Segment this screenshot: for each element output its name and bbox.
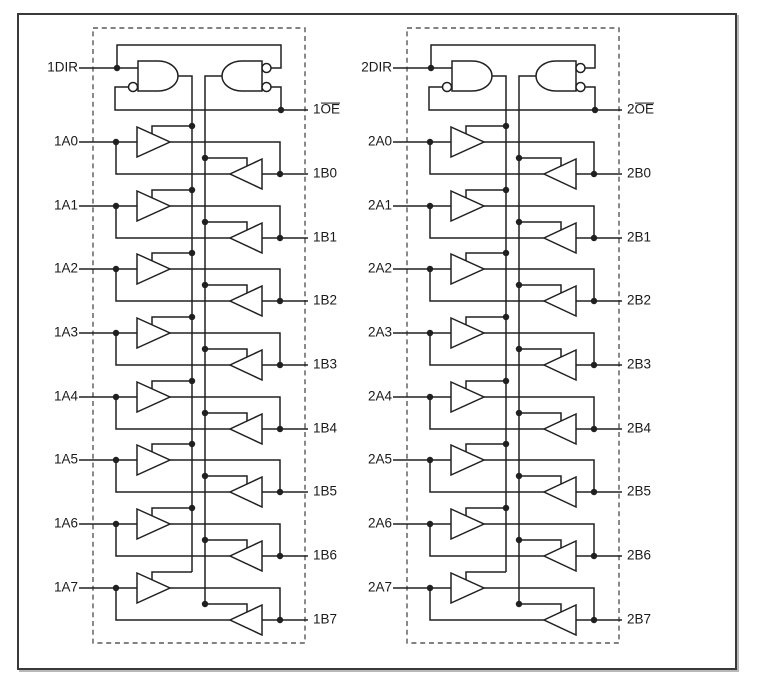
tri-state-buffer-left-icon xyxy=(544,477,576,507)
and-gate-body xyxy=(536,61,576,91)
tri-state-buffer-left-icon xyxy=(544,223,576,253)
junction-dot xyxy=(189,123,195,129)
pin-label-2b7: 2B7 xyxy=(627,611,652,627)
pin-label-1b3: 1B3 xyxy=(313,356,338,372)
oe-prefix: 2 xyxy=(627,101,635,117)
junction-dot xyxy=(427,521,433,527)
tri-state-buffer-left-icon xyxy=(230,477,262,507)
tri-state-buffer-left-icon xyxy=(544,159,576,189)
dir-enable-gate-icon xyxy=(129,61,179,92)
junction-dot xyxy=(503,314,509,320)
junction-dot xyxy=(113,585,119,591)
tri-state-buffer-left-icon xyxy=(544,414,576,444)
junction-dot xyxy=(277,617,283,623)
pin-label-2b0: 2B0 xyxy=(627,165,652,181)
junction-dot xyxy=(516,219,522,225)
tri-state-buffer-right-icon xyxy=(451,573,484,603)
tri-state-buffer-right-icon xyxy=(137,573,170,603)
junction-dot xyxy=(189,505,195,511)
pin-label-2b3: 2B3 xyxy=(627,356,652,372)
junction-dot xyxy=(277,298,283,304)
tri-state-buffer-left-icon xyxy=(230,414,262,444)
and-gate-body xyxy=(138,61,178,91)
junction-dot xyxy=(189,441,195,447)
pin-label-1b5: 1B5 xyxy=(313,483,338,499)
pin-label-2b4: 2B4 xyxy=(627,420,652,436)
tri-state-buffer-right-icon xyxy=(451,191,484,221)
junction-dot xyxy=(516,282,522,288)
pin-label-2b5: 2B5 xyxy=(627,483,652,499)
pin-label-2a4: 2A4 xyxy=(367,388,392,404)
pin-label-2a6: 2A6 xyxy=(367,515,392,531)
junction-dot xyxy=(277,171,283,177)
junction-dot xyxy=(591,171,597,177)
junction-dot xyxy=(516,601,522,607)
oe-prefix: 1 xyxy=(313,101,321,117)
pin-label-2a3: 2A3 xyxy=(367,324,392,340)
inverter-bubble-icon xyxy=(576,64,585,73)
pin-label-2oe xyxy=(627,103,654,118)
junction-dot xyxy=(503,250,509,256)
channel-boundary xyxy=(407,28,619,643)
junction-dot xyxy=(113,266,119,272)
junction-dot xyxy=(591,235,597,241)
dir-enable-gate-icon xyxy=(443,61,493,92)
pin-label-1b4: 1B4 xyxy=(313,420,338,436)
and-gate-body xyxy=(452,61,492,91)
junction-dot xyxy=(202,473,208,479)
pin-label-1b7: 1B7 xyxy=(313,611,338,627)
junction-dot xyxy=(428,65,434,71)
junction-dot xyxy=(503,123,509,129)
pin-label-1a4: 1A4 xyxy=(53,388,78,404)
pin-label-1a7: 1A7 xyxy=(53,579,78,595)
tri-state-buffer-left-icon xyxy=(544,286,576,316)
junction-dot xyxy=(591,617,597,623)
pin-label-1oe xyxy=(313,103,340,118)
junction-dot xyxy=(427,394,433,400)
junction-dot xyxy=(591,298,597,304)
pin-label-2dir: 2DIR xyxy=(361,59,392,75)
oe-overlined-text: OE xyxy=(320,101,341,117)
junction-dot xyxy=(592,107,598,113)
junction-dot xyxy=(114,65,120,71)
tri-state-buffer-right-icon xyxy=(451,382,484,412)
pin-label-1a3: 1A3 xyxy=(53,324,78,340)
tri-state-buffer-right-icon xyxy=(137,127,170,157)
junction-dot xyxy=(113,330,119,336)
pin-label-1a0: 1A0 xyxy=(53,133,78,149)
junction-dot xyxy=(427,139,433,145)
tri-state-buffer-right-icon xyxy=(451,318,484,348)
pin-label-1a1: 1A1 xyxy=(53,197,78,213)
junction-dot xyxy=(202,410,208,416)
pin-label-2b6: 2B6 xyxy=(627,547,652,563)
tri-state-buffer-right-icon xyxy=(451,509,484,539)
junction-dot xyxy=(202,537,208,543)
inverter-bubble-icon xyxy=(262,64,271,73)
junction-dot xyxy=(189,378,195,384)
junction-dot xyxy=(189,250,195,256)
tri-state-buffer-left-icon xyxy=(230,286,262,316)
junction-dot xyxy=(516,473,522,479)
junction-dot xyxy=(503,378,509,384)
junction-dot xyxy=(189,187,195,193)
junction-dot xyxy=(427,585,433,591)
junction-dot xyxy=(113,203,119,209)
junction-dot xyxy=(113,521,119,527)
junction-dot xyxy=(503,441,509,447)
junction-dot xyxy=(113,394,119,400)
junction-dot xyxy=(202,282,208,288)
pin-label-1a6: 1A6 xyxy=(53,515,78,531)
and-gate-body xyxy=(222,61,262,91)
tri-state-buffer-left-icon xyxy=(230,350,262,380)
pin-label-1b0: 1B0 xyxy=(313,165,338,181)
tri-state-buffer-left-icon xyxy=(544,605,576,635)
inverter-bubble-icon xyxy=(443,83,452,92)
junction-dot xyxy=(113,457,119,463)
tri-state-buffer-right-icon xyxy=(137,509,170,539)
inverter-bubble-icon xyxy=(262,83,271,92)
tri-state-buffer-right-icon xyxy=(137,254,170,284)
tri-state-buffer-right-icon xyxy=(451,445,484,475)
junction-dot xyxy=(427,266,433,272)
tri-state-buffer-left-icon xyxy=(544,541,576,571)
junction-dot xyxy=(516,155,522,161)
channel-1-diagram xyxy=(79,28,308,643)
tri-state-buffer-right-icon xyxy=(137,191,170,221)
oe-enable-gate-icon xyxy=(536,61,585,92)
junction-dot xyxy=(202,219,208,225)
junction-dot xyxy=(277,489,283,495)
junction-dot xyxy=(202,346,208,352)
pin-label-1b6: 1B6 xyxy=(313,547,338,563)
junction-dot xyxy=(278,107,284,113)
junction-dot xyxy=(591,489,597,495)
tri-state-buffer-right-icon xyxy=(137,382,170,412)
pin-label-2a0: 2A0 xyxy=(367,133,392,149)
pin-label-2a5: 2A5 xyxy=(367,451,392,467)
pin-label-1a5: 1A5 xyxy=(53,451,78,467)
pin-label-2a2: 2A2 xyxy=(367,260,392,276)
pin-label-2a1: 2A1 xyxy=(367,197,392,213)
tri-state-buffer-left-icon xyxy=(230,159,262,189)
junction-dot xyxy=(202,155,208,161)
junction-dot xyxy=(113,139,119,145)
pin-label-1b1: 1B1 xyxy=(313,229,338,245)
tri-state-buffer-left-icon xyxy=(230,223,262,253)
junction-dot xyxy=(427,457,433,463)
junction-dot xyxy=(591,362,597,368)
pin-label-2b2: 2B2 xyxy=(627,292,652,308)
tri-state-buffer-left-icon xyxy=(230,605,262,635)
pin-label-2b1: 2B1 xyxy=(627,229,652,245)
junction-dot xyxy=(277,426,283,432)
junction-dot xyxy=(427,330,433,336)
channel-2-diagram xyxy=(393,28,622,643)
tri-state-buffer-right-icon xyxy=(137,445,170,475)
inverter-bubble-icon xyxy=(576,83,585,92)
tri-state-buffer-left-icon xyxy=(544,350,576,380)
junction-dot xyxy=(202,601,208,607)
oe-overlined-text: OE xyxy=(634,101,655,117)
tri-state-buffer-right-icon xyxy=(451,254,484,284)
junction-dot xyxy=(503,187,509,193)
junction-dot xyxy=(277,553,283,559)
tri-state-buffer-left-icon xyxy=(230,541,262,571)
junction-dot xyxy=(277,362,283,368)
pin-label-1dir: 1DIR xyxy=(47,59,78,75)
pin-label-1b2: 1B2 xyxy=(313,292,338,308)
tri-state-buffer-right-icon xyxy=(137,318,170,348)
junction-dot xyxy=(427,203,433,209)
junction-dot xyxy=(591,426,597,432)
pin-label-1a2: 1A2 xyxy=(53,260,78,276)
tri-state-buffer-right-icon xyxy=(451,127,484,157)
channel-boundary xyxy=(93,28,305,643)
junction-dot xyxy=(591,553,597,559)
junction-dot xyxy=(189,314,195,320)
junction-dot xyxy=(516,346,522,352)
inverter-bubble-icon xyxy=(129,83,138,92)
oe-enable-gate-icon xyxy=(222,61,271,92)
junction-dot xyxy=(503,505,509,511)
junction-dot xyxy=(516,537,522,543)
junction-dot xyxy=(277,235,283,241)
junction-dot xyxy=(516,410,522,416)
pin-label-2a7: 2A7 xyxy=(367,579,392,595)
